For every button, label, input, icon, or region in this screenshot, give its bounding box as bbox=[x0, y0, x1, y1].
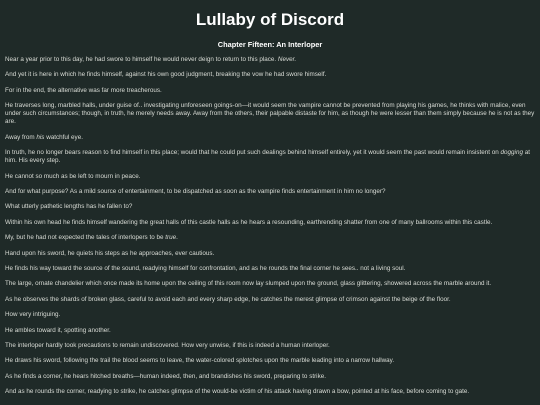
story-paragraph bbox=[5, 373, 535, 381]
paragraph-text: He finds his way toward the source of the sound, readying himself for confrontation, and as he rounds the final corner he sees.. not a living soul. bbox=[5, 264, 406, 272]
paragraph-text: As he observes the shards of broken glass, careful to avoid each and every sharp edge, he catches the merest glimpse of crimson against the beige of the floor. bbox=[5, 295, 451, 303]
story-paragraph bbox=[5, 71, 535, 79]
paragraph-text: For in the end, the alternative was far more treacherous. bbox=[5, 86, 162, 94]
paragraph-text: He draws his sword, following the trail the blood seems to leave, the water-colored splotches upon the marble leading into a narrow hallway. bbox=[5, 357, 395, 365]
story-paragraph bbox=[5, 134, 535, 142]
story-paragraph bbox=[5, 311, 535, 319]
paragraph-text: How very intriguing. bbox=[5, 311, 61, 319]
paragraph-text: And as he rounds the corner, readying to strike, he catches glimpse of the would-be victim of his attack having drawn a bow, pointed at his face, before coming to gate. bbox=[5, 388, 470, 396]
story-paragraph bbox=[5, 87, 535, 95]
paragraph-text: As he finds a corner, he hears hitched breaths—human indeed, then, and brandishes his sword, preparing to strike. bbox=[5, 372, 326, 380]
paragraph-text: What utterly pathetic lengths has he fallen to? bbox=[5, 203, 133, 211]
story-title: Lullaby of Discord bbox=[195, 10, 345, 29]
emphasized-text: his bbox=[36, 133, 45, 141]
story-paragraph bbox=[5, 250, 535, 258]
paragraph-text: He traverses long, marbled halls, under guise of.. investigating unforeseen goings-on—it would seem the vampire cannot be prevented from playing his games, he thinks with malice, even under such circumstances; though, in truth, he merely needs away. Away from the others, their palpable distaste for him, as though he were lesser than them simply because he is not as they are. bbox=[5, 102, 535, 126]
story-paragraph bbox=[5, 234, 535, 242]
paragraph-text: Within his own head he finds himself wandering the great halls of this castle halls as he hears a resounding, earthrending shatter from one of many ballrooms within this castle. bbox=[5, 218, 493, 226]
story-paragraph bbox=[5, 265, 535, 273]
paragraph-text: Hand upon his sword, he quiets his steps as he approaches, ever cautious. bbox=[5, 249, 215, 257]
paragraph-text: In truth, he no longer bears reason to find himself in this place; would that he could put such dealings behind himself entirely, yet it would seem the past would remain insistent on bbox=[5, 149, 501, 157]
paragraph-text: And for what purpose? As a mild source of entertainment, to be dispatched as soon as the vampire finds entertainment in him no longer? bbox=[5, 188, 386, 196]
paragraph-text: watchful eye. bbox=[44, 133, 83, 141]
story-paragraph bbox=[5, 203, 535, 211]
paragraph-text: My, but he had not expected the tales of interlopers to be bbox=[5, 234, 166, 242]
story-paragraph bbox=[5, 219, 535, 227]
story-paragraph bbox=[5, 280, 535, 288]
emphasized-text: Never. bbox=[277, 56, 297, 63]
story-paragraph bbox=[5, 102, 535, 126]
story-paragraph bbox=[5, 149, 535, 165]
paragraph-text: The large, ornate chandelier which once made its home upon the ceiling of this room now lay slumped upon the ground, glass glittering, showered across the marble around it. bbox=[5, 280, 492, 288]
story-paragraph bbox=[5, 388, 535, 396]
emphasized-text: true bbox=[165, 234, 177, 242]
chapter-title: Chapter Fifteen: An Interloper bbox=[217, 40, 323, 49]
story-paragraph bbox=[5, 342, 535, 350]
emphasized-text: dogging bbox=[500, 149, 523, 157]
story-paragraph bbox=[5, 327, 535, 335]
story-body bbox=[5, 56, 535, 396]
paragraph-text: He cannot so much as be left to mourn in peace. bbox=[5, 172, 141, 180]
story-paragraph bbox=[5, 173, 535, 181]
paragraph-text: The interloper hardly took precautions to remain undiscovered. How very unwise, if this is indeed a human interloper. bbox=[5, 341, 330, 349]
paragraph-text: Near a year prior to this day, he had swore to himself he would never deign to return to this place. bbox=[5, 56, 278, 63]
story-paragraph bbox=[5, 188, 535, 196]
paragraph-text: at him. His every step. bbox=[5, 149, 530, 165]
story-paragraph bbox=[5, 357, 535, 365]
paragraph-text: . bbox=[176, 234, 178, 242]
paragraph-text: He ambles toward it, spotting another. bbox=[5, 326, 111, 334]
paragraph-text: And yet it is here in which he finds himself, against his own good judgment, breaking the vow he had swore himself. bbox=[5, 71, 327, 79]
paragraph-text: Away from bbox=[5, 133, 37, 141]
story-paragraph bbox=[5, 296, 535, 304]
story-paragraph bbox=[5, 56, 535, 64]
